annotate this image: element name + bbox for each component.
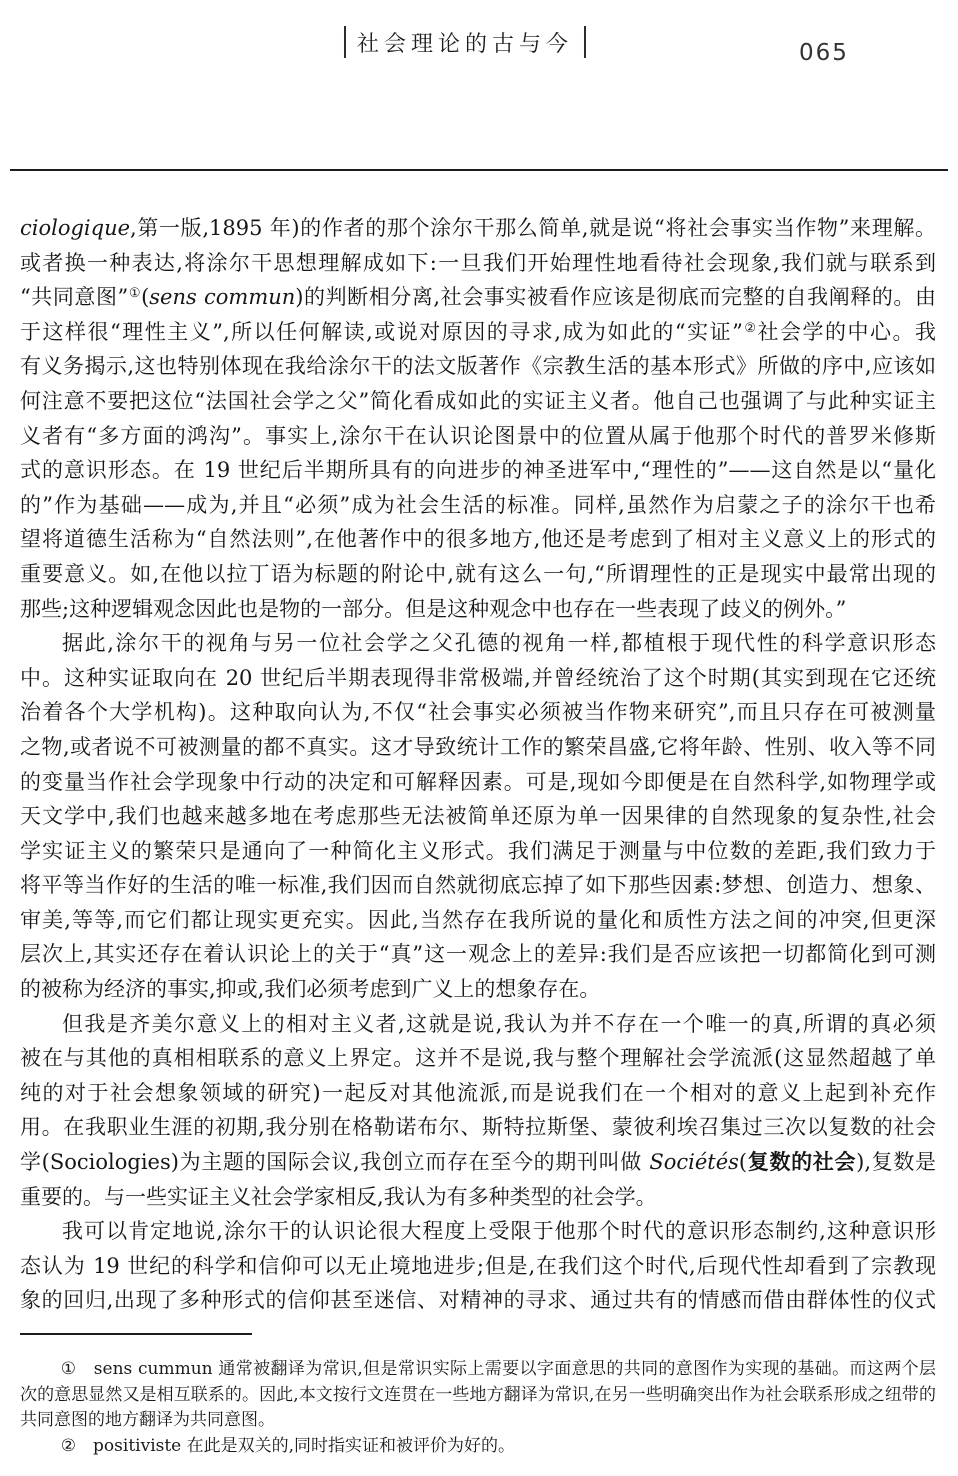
text-line: 的”作为基础——成为,并且“必须”成为社会生活的标准。同样,虽然作为启蒙之子的涂尔干也希 xyxy=(20,492,936,517)
footnote-separator xyxy=(20,1333,252,1335)
footnote-item: ① sens cummun 通常被翻译为常识,但是常识实际上需要以字面意思的共同的意图作为实现的基础。而这两个层次的意思显然又是相互联系的。因此,本文按行文连贯在一些地方翻译为常识,在另一些明确突出作为社会联系形成之纽带的共同意图的地方翻译为共同意图。 xyxy=(20,1359,936,1431)
paragraph xyxy=(20,626,936,1007)
text-line: 我可以肯定地说,涂尔干的认识论很大程度上受限于他那个时代的意识形态制约,这种意识形 xyxy=(62,1219,936,1244)
text-line: 天文学中,我们也越来越多地在考虑那些无法被简单还原为单一因果律的自然现象的复杂性,社会 xyxy=(20,804,936,829)
text-line: 之物,或者说不可被测量的都不真实。这才导致统计工作的繁荣昌盛,它将年龄、性别、收入等不同 xyxy=(20,734,936,759)
text-line: 有义务揭示,这也特别体现在我给涂尔干的法文版著作《宗教生活的基本形式》所做的序中,应该如 xyxy=(20,354,936,379)
text-line: 用。在我职业生涯的初期,我分别在格勒诺布尔、斯特拉斯堡、蒙彼利埃召集过三次以复数的社会 xyxy=(20,1115,936,1140)
running-header xyxy=(344,26,586,58)
text-line: “共同意图”①(sens commun)的判断相分离,社会事实被看作应该是彻底而完整的自我阐释的。由 xyxy=(20,285,936,310)
text-line: 望将道德生活称为“自然法则”,在他著作中的很多地方,他还是考虑到了相对主义意义上的形式的 xyxy=(20,527,936,552)
text-line: 式的意识形态。在 19 世纪后半期所具有的向进步的神圣进军中,“理性的”——这自然是以“量化 xyxy=(20,458,936,483)
text-line: 中。这种实证取向在 20 世纪后半期表现得非常极端,并曾经统治了这个时期(其实到现在它还统 xyxy=(20,665,936,690)
page-number: 065 xyxy=(799,40,849,66)
text-line: 但我是齐美尔意义上的相对主义者,这就是说,我认为并不存在一个唯一的真,所谓的真必须 xyxy=(62,1011,936,1036)
text-line: 学实证主义的繁荣只是通向了一种简化主义形式。我们满足于测量与中位数的差距,我们致力于 xyxy=(20,838,936,863)
text-line: 于这样很“理性主义”,所以任何解读,或说对原因的寻求,成为如此的“实证”②社会学的中心。我 xyxy=(20,319,937,344)
text-line: 态认为 19 世纪的科学和信仰可以无止境地进步;但是,在我们这个时代,后现代性却看到了宗教现 xyxy=(20,1253,936,1278)
book-title: 社会理论的古与今 xyxy=(356,31,574,57)
text-line: 学(Sociologies)为主题的国际会议,我创立而存在至今的期刊叫做 Sociétés(复数的社会),复数是 xyxy=(20,1149,936,1175)
text-line: 的变量当作社会学现象中行动的决定和可解释因素。可是,现如今即便是在自然科学,如物理学或 xyxy=(20,769,936,794)
text-line: 或者换一种表达,将涂尔干思想理解成如下:一旦我们开始理性地看待社会现象,我们就与联系到 xyxy=(20,250,936,275)
text-line: 重要意义。如,在他以拉丁语为标题的附论中,就有这么一句,“所谓理性的正是现实中最常出现的 xyxy=(20,561,936,586)
paragraph xyxy=(20,1214,936,1318)
paragraph xyxy=(20,211,936,626)
text-line: 那些;这种逻辑观念因此也是物的一部分。但是这种观念中也存在一些表现了歧义的例外。” xyxy=(20,596,847,621)
text-line: 层次上,其实还存在着认识论上的关于“真”这一观念上的差异:我们是否应该把一切都简化到可测 xyxy=(20,942,936,967)
text-line: 的被称为经济的事实,抑或,我们必须考虑到广义上的想象存在。 xyxy=(20,977,601,1002)
header-rule xyxy=(10,169,948,171)
text-line: 据此,涂尔干的视角与另一位社会学之父孔德的视角一样,都植根于现代性的科学意识形态 xyxy=(62,631,936,656)
footnotes xyxy=(20,1357,936,1459)
text-line: 何注意不要把这位“法国社会学之父”简化看成如此的实证主义者。他自己也强调了与此种实证主 xyxy=(20,388,936,413)
text-line: 重要的。与一些实证主义社会学家相反,我认为有多种类型的社会学。 xyxy=(20,1184,657,1209)
text-line: 治着各个大学机构)。这种取向认为,不仅“社会事实必须被当作物来研究”,而且只存在可被测量 xyxy=(20,700,936,725)
text-line: 被在与其他的真相相联系的意义上界定。这并不是说,我与整个理解社会学流派(这显然超越了单 xyxy=(20,1046,936,1071)
text-line: 纯的对于社会想象领域的研究)一起反对其他流派,而是说我们在一个相对的意义上起到补充作 xyxy=(20,1080,936,1105)
text-line: 象的回归,出现了多种形式的信仰甚至迷信、对精神的寻求、通过共有的情感而借由群体性的仪式 xyxy=(20,1288,936,1313)
footnote-item: ② positiviste 在此是双关的,同时指实证和被评价为好的。 xyxy=(60,1435,516,1456)
text-line: 义者有“多方面的鸿沟”。事实上,涂尔干在认识论图景中的位置从属于他那个时代的普罗米修斯 xyxy=(20,423,936,448)
title-divider-left xyxy=(344,26,346,58)
text-line: 审美,等等,而它们都让现实更充实。因此,当然存在我所说的量化和质性方法之间的冲突,但更深 xyxy=(20,907,936,932)
body-text xyxy=(20,211,936,1318)
paragraph xyxy=(20,1007,936,1215)
text-line: ciologique,第一版,1895 年)的作者的那个涂尔干那么简单,就是说“将社会事实当作物”来理解。 xyxy=(20,216,936,240)
text-line: 将平等当作好的生活的唯一标准,我们因而自然就彻底忘掉了如下那些因素:梦想、创造力、想象、 xyxy=(20,873,936,898)
title-divider-right xyxy=(584,26,586,58)
